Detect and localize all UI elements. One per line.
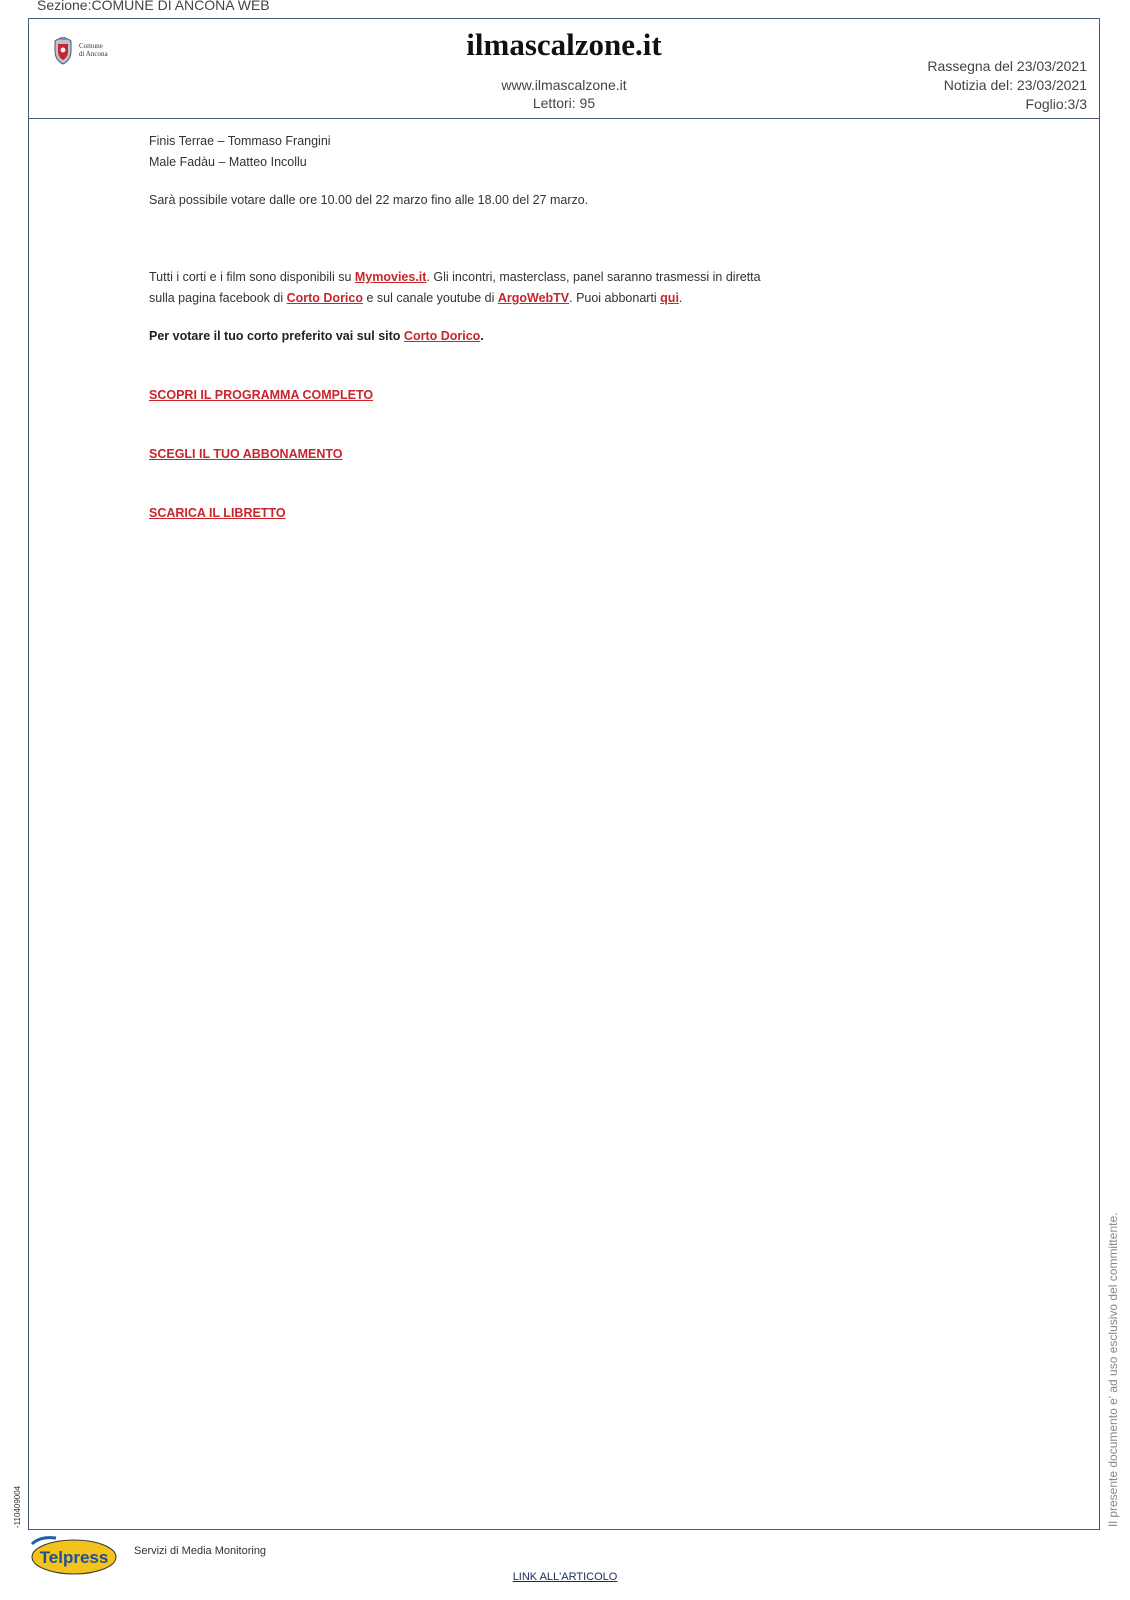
cta-abbonamento-row xyxy=(149,444,789,465)
para1-text-d: . Puoi abbonarti xyxy=(569,291,661,305)
masthead-url: www.ilmascalzone.it xyxy=(501,77,627,93)
document-header xyxy=(29,19,1099,119)
document-code: -110409004 xyxy=(13,1485,22,1528)
foglio-number: Foglio:3/3 xyxy=(1025,96,1087,112)
notizia-date: Notizia del: 23/03/2021 xyxy=(943,77,1087,93)
cta-libretto-row xyxy=(149,503,789,524)
availability-paragraph xyxy=(149,267,769,309)
subscribe-link[interactable]: qui xyxy=(660,291,679,305)
telpress-wordmark: Telpress xyxy=(39,1548,109,1567)
vote-suffix: . xyxy=(480,329,484,343)
logo-line-2: di Ancona xyxy=(79,50,108,58)
subscription-link[interactable]: SCEGLI IL TUO ABBONAMENTO xyxy=(149,447,343,461)
vote-prefix: Per votare il tuo corto preferito vai sul sito xyxy=(149,329,404,343)
corto-dorico-facebook-link[interactable]: Corto Dorico xyxy=(286,291,363,305)
corto-dorico-vote-link[interactable]: Corto Dorico xyxy=(403,329,481,343)
mymovies-link[interactable]: Mymovies.it xyxy=(354,270,427,284)
document-frame xyxy=(28,18,1100,1530)
telpress-tagline: Servizi di Media Monitoring xyxy=(134,1545,267,1557)
document-meta xyxy=(927,57,1087,114)
readers-count: Lettori: 95 xyxy=(532,95,596,111)
para1-text-b: . Gli incontri, masterclass, panel saranno trasmessi in diretta sulla pagina facebook di xyxy=(149,270,761,305)
para1-text-a: Tutti i corti e i film sono disponibili su xyxy=(149,270,355,284)
logo-line-1: Comune xyxy=(79,42,103,50)
telpress-logo xyxy=(30,1536,118,1576)
cta-programma-row xyxy=(149,385,789,406)
para1-text-e: . xyxy=(678,291,683,305)
masthead-title: ilmascalzone.it xyxy=(466,27,662,62)
section-label: Sezione:COMUNE DI ANCONA WEB xyxy=(37,0,270,13)
argowebtv-link[interactable]: ArgoWebTV xyxy=(497,291,570,305)
credit-line-2: Male Fadàu – Matteo Incollu xyxy=(149,155,307,169)
booklet-download-link[interactable]: SCARICA IL LIBRETTO xyxy=(149,506,286,520)
rassegna-date: Rassegna del 23/03/2021 xyxy=(927,58,1087,74)
usage-notice: Il presente documento e' ad uso esclusivo del committente. xyxy=(1106,1212,1120,1527)
article-body xyxy=(149,131,789,524)
vote-dates: Sarà possibile votare dalle ore 10.00 del 22 marzo fino alle 18.00 del 27 marzo. xyxy=(149,193,589,207)
credit-line-1: Finis Terrae – Tommaso Frangini xyxy=(149,134,331,148)
program-link[interactable]: SCOPRI IL PROGRAMMA COMPLETO xyxy=(149,388,374,402)
vote-paragraph xyxy=(149,326,789,347)
article-link[interactable]: LINK ALL'ARTICOLO xyxy=(512,1571,618,1583)
para1-text-c: e sul canale youtube di xyxy=(363,291,498,305)
